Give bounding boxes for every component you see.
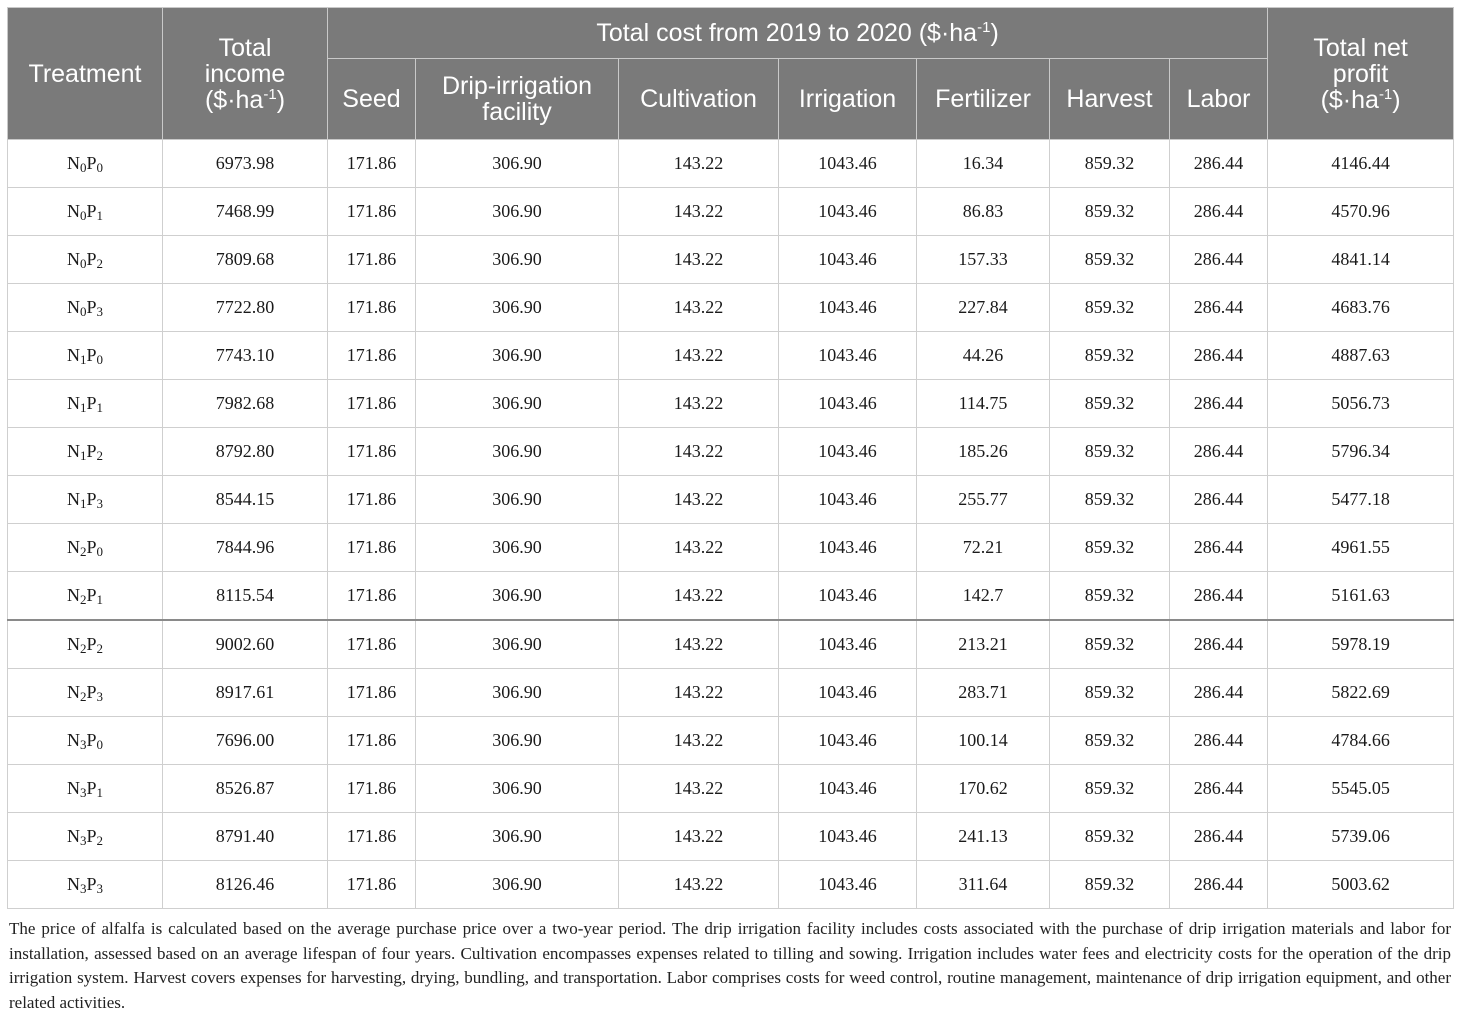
seed-cell: 171.86 (328, 620, 416, 669)
labor-cell: 286.44 (1170, 188, 1268, 236)
labor-cell: 286.44 (1170, 236, 1268, 284)
harvest-cell: 859.32 (1050, 524, 1170, 572)
harvest-cell: 859.32 (1050, 669, 1170, 717)
profit-cell: 4841.14 (1268, 236, 1454, 284)
profit-cell: 5477.18 (1268, 476, 1454, 524)
labor-cell: 286.44 (1170, 476, 1268, 524)
treatment-cell: $N_1P_2$ (8, 428, 163, 476)
labor-cell: 286.44 (1170, 572, 1268, 621)
fertilizer-cell: 213.21 (917, 620, 1050, 669)
drip-cell: 306.90 (416, 332, 619, 380)
drip-cell: 306.90 (416, 188, 619, 236)
income-cell: 8526.87 (163, 765, 328, 813)
profit-cell: 4683.76 (1268, 284, 1454, 332)
table-row (8, 861, 1454, 909)
income-cell: 8792.80 (163, 428, 328, 476)
table-row (8, 572, 1454, 621)
harvest-cell: 859.32 (1050, 813, 1170, 861)
labor-cell: 286.44 (1170, 669, 1268, 717)
income-cell: 8115.54 (163, 572, 328, 621)
table-row (8, 140, 1454, 188)
cultivation-cell: 143.22 (619, 572, 779, 621)
table-row (8, 332, 1454, 380)
treatment-cell: $N_2P_2$ (8, 620, 163, 669)
harvest-cell: 859.32 (1050, 476, 1170, 524)
income-cell: 7743.10 (163, 332, 328, 380)
labor-cell: 286.44 (1170, 284, 1268, 332)
labor-cell: 286.44 (1170, 861, 1268, 909)
header-labor: Labor (1170, 59, 1268, 140)
treatment-cell: $N_2P_0$ (8, 524, 163, 572)
harvest-cell: 859.32 (1050, 236, 1170, 284)
header-harvest: Harvest (1050, 59, 1170, 140)
income-cell: 7468.99 (163, 188, 328, 236)
seed-cell: 171.86 (328, 284, 416, 332)
seed-cell: 171.86 (328, 861, 416, 909)
fertilizer-cell: 227.84 (917, 284, 1050, 332)
drip-cell: 306.90 (416, 813, 619, 861)
table-row (8, 380, 1454, 428)
profit-cell: 5056.73 (1268, 380, 1454, 428)
cultivation-cell: 143.22 (619, 188, 779, 236)
income-cell: 7982.68 (163, 380, 328, 428)
irrigation-cell: 1043.46 (779, 765, 917, 813)
treatment-cell: $N_0P_0$ (8, 140, 163, 188)
harvest-cell: 859.32 (1050, 717, 1170, 765)
seed-cell: 171.86 (328, 140, 416, 188)
table-row (8, 524, 1454, 572)
harvest-cell: 859.32 (1050, 284, 1170, 332)
drip-cell: 306.90 (416, 140, 619, 188)
income-cell: 7844.96 (163, 524, 328, 572)
irrigation-cell: 1043.46 (779, 284, 917, 332)
treatment-cell: $N_1P_3$ (8, 476, 163, 524)
drip-cell: 306.90 (416, 717, 619, 765)
fertilizer-cell: 100.14 (917, 717, 1050, 765)
drip-cell: 306.90 (416, 236, 619, 284)
profit-cell: 5545.05 (1268, 765, 1454, 813)
labor-cell: 286.44 (1170, 620, 1268, 669)
table-row (8, 813, 1454, 861)
income-cell: 7696.00 (163, 717, 328, 765)
labor-cell: 286.44 (1170, 765, 1268, 813)
header-total-income: Total income $(\$\cdot ha^{-1})$ (163, 8, 328, 140)
irrigation-cell: 1043.46 (779, 188, 917, 236)
income-cell: 9002.60 (163, 620, 328, 669)
cultivation-cell: 143.22 (619, 332, 779, 380)
seed-cell: 171.86 (328, 236, 416, 284)
profit-cell: 4887.63 (1268, 332, 1454, 380)
cultivation-cell: 143.22 (619, 765, 779, 813)
header-cultivation: Cultivation (619, 59, 779, 140)
cultivation-cell: 143.22 (619, 428, 779, 476)
treatment-cell: $N_0P_2$ (8, 236, 163, 284)
table-row (8, 428, 1454, 476)
treatment-cell: $N_3P_0$ (8, 717, 163, 765)
profit-cell: 5739.06 (1268, 813, 1454, 861)
drip-cell: 306.90 (416, 428, 619, 476)
seed-cell: 171.86 (328, 765, 416, 813)
header-total-net-profit: Total net profit $(\$\cdot ha^{-1})$ (1268, 8, 1454, 140)
treatment-cell: $N_1P_1$ (8, 380, 163, 428)
seed-cell: 171.86 (328, 476, 416, 524)
seed-cell: 171.86 (328, 188, 416, 236)
header-total-cost: Total cost from 2019 to 2020 $(\$\cdot ha^{-1})$ (328, 8, 1268, 59)
labor-cell: 286.44 (1170, 813, 1268, 861)
table-row (8, 620, 1454, 669)
harvest-cell: 859.32 (1050, 140, 1170, 188)
profit-cell: 4784.66 (1268, 717, 1454, 765)
fertilizer-cell: 72.21 (917, 524, 1050, 572)
header-drip-irrigation-facility: Drip-irrigation facility (416, 59, 619, 140)
fertilizer-cell: 114.75 (917, 380, 1050, 428)
treatment-cell: $N_3P_1$ (8, 765, 163, 813)
labor-cell: 286.44 (1170, 140, 1268, 188)
table-row (8, 717, 1454, 765)
harvest-cell: 859.32 (1050, 620, 1170, 669)
drip-cell: 306.90 (416, 476, 619, 524)
profit-cell: 4570.96 (1268, 188, 1454, 236)
table-container (7, 7, 1453, 1032)
harvest-cell: 859.32 (1050, 765, 1170, 813)
irrigation-cell: 1043.46 (779, 476, 917, 524)
cultivation-cell: 143.22 (619, 524, 779, 572)
profit-cell: 5003.62 (1268, 861, 1454, 909)
table-row (8, 188, 1454, 236)
seed-cell: 171.86 (328, 332, 416, 380)
table-row (8, 476, 1454, 524)
drip-cell: 306.90 (416, 380, 619, 428)
irrigation-cell: 1043.46 (779, 524, 917, 572)
header-irrigation: Irrigation (779, 59, 917, 140)
irrigation-cell: 1043.46 (779, 669, 917, 717)
seed-cell: 171.86 (328, 813, 416, 861)
treatment-cell: $N_0P_3$ (8, 284, 163, 332)
cultivation-cell: 143.22 (619, 861, 779, 909)
irrigation-cell: 1043.46 (779, 717, 917, 765)
cultivation-cell: 143.22 (619, 669, 779, 717)
cultivation-cell: 143.22 (619, 380, 779, 428)
fertilizer-cell: 241.13 (917, 813, 1050, 861)
cultivation-cell: 143.22 (619, 284, 779, 332)
drip-cell: 306.90 (416, 669, 619, 717)
profit-cell: 5822.69 (1268, 669, 1454, 717)
irrigation-cell: 1043.46 (779, 861, 917, 909)
irrigation-cell: 1043.46 (779, 380, 917, 428)
treatment-cell: $N_3P_2$ (8, 813, 163, 861)
table-row (8, 284, 1454, 332)
seed-cell: 171.86 (328, 380, 416, 428)
drip-cell: 306.90 (416, 620, 619, 669)
harvest-cell: 859.32 (1050, 428, 1170, 476)
drip-cell: 306.90 (416, 524, 619, 572)
fertilizer-cell: 157.33 (917, 236, 1050, 284)
cultivation-cell: 143.22 (619, 813, 779, 861)
harvest-cell: 859.32 (1050, 380, 1170, 428)
fertilizer-cell: 16.34 (917, 140, 1050, 188)
seed-cell: 171.86 (328, 428, 416, 476)
harvest-cell: 859.32 (1050, 332, 1170, 380)
irrigation-cell: 1043.46 (779, 620, 917, 669)
treatment-cell: $N_0P_1$ (8, 188, 163, 236)
labor-cell: 286.44 (1170, 428, 1268, 476)
fertilizer-cell: 185.26 (917, 428, 1050, 476)
irrigation-cell: 1043.46 (779, 236, 917, 284)
cost-profit-table (7, 7, 1454, 909)
fertilizer-cell: 86.83 (917, 188, 1050, 236)
treatment-cell: $N_3P_3$ (8, 861, 163, 909)
table-footnote: The price of alfalfa is calculated based on the average purchase price over a two-year period. The drip irrigation facility includes costs associated with the purchase of drip irrigation materials and labor for installation, assessed based on an average lifespan of four years. Cultivation encompasses expenses related to tilling and sowing. Irrigation includes water fees and electricity costs for the operation of the drip irrigation system. Harvest covers expenses for harvesting, drying, bundling, and transportation. Labor comprises costs for weed control, routine management, maintenance of drip irrigation equipment, and other related activities. (9, 919, 1451, 1012)
harvest-cell: 859.32 (1050, 572, 1170, 621)
labor-cell: 286.44 (1170, 380, 1268, 428)
fertilizer-cell: 255.77 (917, 476, 1050, 524)
table-row (8, 236, 1454, 284)
cultivation-cell: 143.22 (619, 717, 779, 765)
labor-cell: 286.44 (1170, 524, 1268, 572)
drip-cell: 306.90 (416, 861, 619, 909)
cultivation-cell: 143.22 (619, 476, 779, 524)
income-cell: 7722.80 (163, 284, 328, 332)
irrigation-cell: 1043.46 (779, 140, 917, 188)
cultivation-cell: 143.22 (619, 140, 779, 188)
table-row (8, 669, 1454, 717)
income-cell: 7809.68 (163, 236, 328, 284)
treatment-cell: $N_2P_1$ (8, 572, 163, 621)
seed-cell: 171.86 (328, 572, 416, 621)
drip-cell: 306.90 (416, 572, 619, 621)
fertilizer-cell: 311.64 (917, 861, 1050, 909)
fertilizer-cell: 142.7 (917, 572, 1050, 621)
profit-cell: 4961.55 (1268, 524, 1454, 572)
labor-cell: 286.44 (1170, 717, 1268, 765)
treatment-cell: $N_1P_0$ (8, 332, 163, 380)
cultivation-cell: 143.22 (619, 236, 779, 284)
profit-cell: 5161.63 (1268, 572, 1454, 621)
header-treatment: Treatment (8, 8, 163, 140)
fertilizer-cell: 44.26 (917, 332, 1050, 380)
income-cell: 8126.46 (163, 861, 328, 909)
seed-cell: 171.86 (328, 524, 416, 572)
harvest-cell: 859.32 (1050, 188, 1170, 236)
cultivation-cell: 143.22 (619, 620, 779, 669)
income-cell: 8917.61 (163, 669, 328, 717)
table-body (8, 140, 1454, 909)
labor-cell: 286.44 (1170, 332, 1268, 380)
seed-cell: 171.86 (328, 669, 416, 717)
fertilizer-cell: 283.71 (917, 669, 1050, 717)
fertilizer-cell: 170.62 (917, 765, 1050, 813)
profit-cell: 5978.19 (1268, 620, 1454, 669)
table-row (8, 765, 1454, 813)
income-cell: 8791.40 (163, 813, 328, 861)
header-seed: Seed (328, 59, 416, 140)
seed-cell: 171.86 (328, 717, 416, 765)
treatment-cell: $N_2P_3$ (8, 669, 163, 717)
drip-cell: 306.90 (416, 765, 619, 813)
irrigation-cell: 1043.46 (779, 572, 917, 621)
irrigation-cell: 1043.46 (779, 332, 917, 380)
harvest-cell: 859.32 (1050, 861, 1170, 909)
drip-cell: 306.90 (416, 284, 619, 332)
profit-cell: 4146.44 (1268, 140, 1454, 188)
income-cell: 6973.98 (163, 140, 328, 188)
irrigation-cell: 1043.46 (779, 428, 917, 476)
irrigation-cell: 1043.46 (779, 813, 917, 861)
profit-cell: 5796.34 (1268, 428, 1454, 476)
income-cell: 8544.15 (163, 476, 328, 524)
header-fertilizer: Fertilizer (917, 59, 1050, 140)
